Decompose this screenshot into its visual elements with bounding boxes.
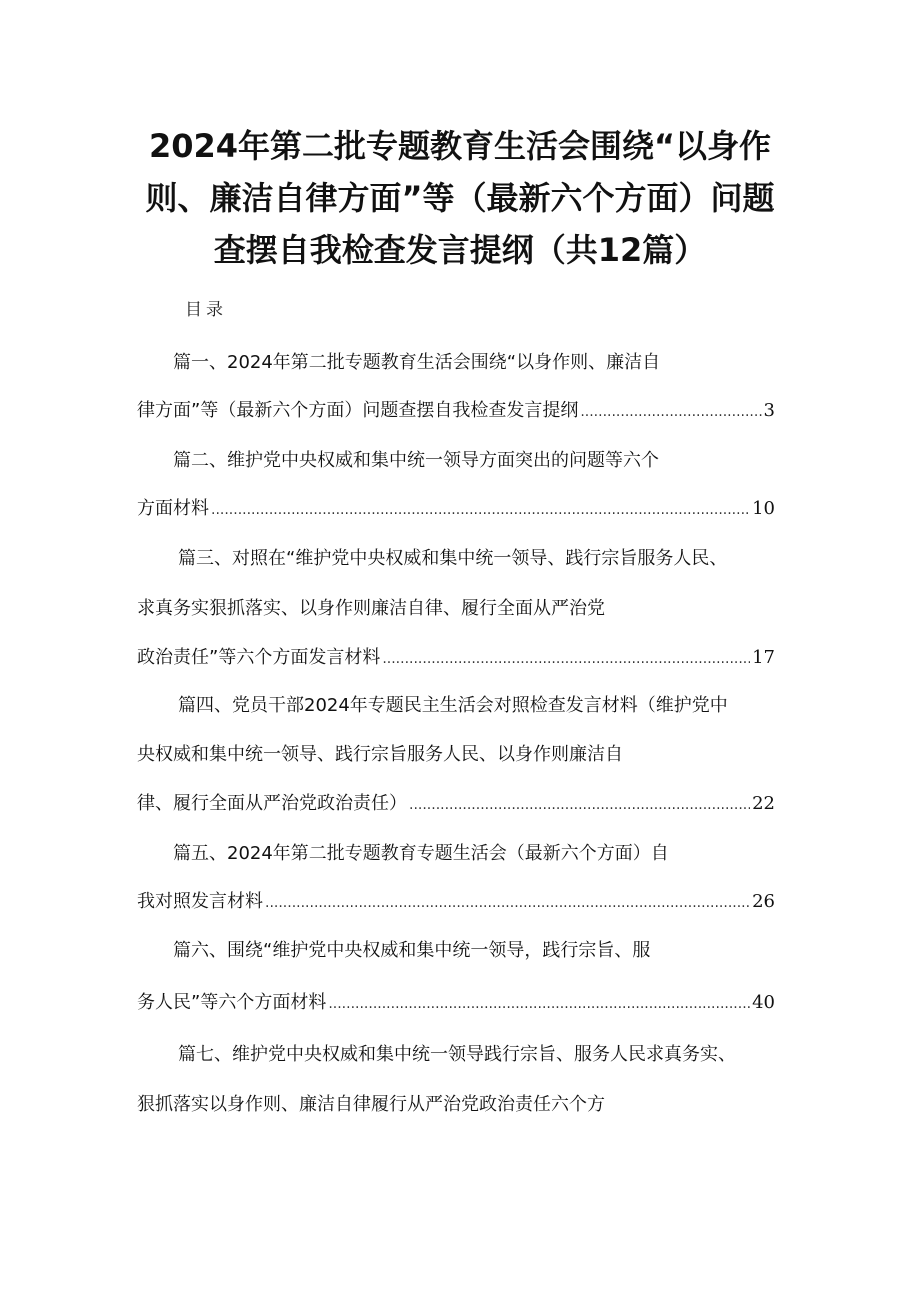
toc-heading: 目录 xyxy=(185,300,227,320)
toc-entry-3-final-line[interactable] xyxy=(137,643,775,674)
toc-entry-3-page-number: 17 xyxy=(752,647,775,668)
toc-entry-6-line-1[interactable]: 篇六、围绕“维护党中央权威和集中统一领导，践行宗旨、服 xyxy=(173,940,651,961)
toc-dot-leader xyxy=(265,888,750,918)
toc-entry-5-line-1[interactable]: 篇五、2024年第二批专题教育专题生活会（最新六个方面）自 xyxy=(173,843,669,864)
toc-dot-leader xyxy=(409,790,750,820)
toc-entry-4-line-2[interactable]: 央权威和集中统一领导、践行宗旨服务人民、以身作则廉洁自 xyxy=(137,744,623,765)
toc-dot-leader xyxy=(328,989,750,1019)
toc-entry-1-text: 律方面”等（最新六个方面）问题查摆自我检查发言提纲 xyxy=(137,400,579,421)
toc-entry-3-line-1[interactable]: 篇三、对照在“维护党中央权威和集中统一领导、践行宗旨服务人民、 xyxy=(178,548,728,569)
toc-entry-3-line-2[interactable]: 求真务实狠抓落实、以身作则廉洁自律、履行全面从严治党 xyxy=(137,598,605,619)
toc-entry-6-text: 务人民”等六个方面材料 xyxy=(137,992,327,1013)
toc-entry-6-page-number: 40 xyxy=(752,992,775,1013)
toc-entry-2-text: 方面材料 xyxy=(137,498,209,519)
toc-entry-3-text: 政治责任”等六个方面发言材料 xyxy=(137,647,381,668)
toc-entry-5-text: 我对照发言材料 xyxy=(137,891,263,912)
toc-entry-2-page-number: 10 xyxy=(752,498,775,519)
toc-entry-4-line-1[interactable]: 篇四、党员干部2024年专题民主生活会对照检查发言材料（维护党中 xyxy=(178,695,728,716)
toc-entry-7-line-2[interactable]: 狠抓落实以身作则、廉洁自律履行从严治党政治责任六个方 xyxy=(137,1094,605,1115)
toc-entry-1-line-1[interactable]: 篇一、2024年第二批专题教育生活会围绕“以身作则、廉洁自 xyxy=(173,352,661,373)
document-title: 2024年第二批专题教育生活会围绕“以身作则、廉洁自律方面”等（最新六个方面）问题查摆自我检查发言提纲（共12篇） xyxy=(145,127,775,269)
toc-dot-leader xyxy=(580,397,761,427)
toc-entry-5-page-number: 26 xyxy=(752,891,775,912)
toc-entry-2-line-1[interactable]: 篇二、维护党中央权威和集中统一领导方面突出的问题等六个 xyxy=(173,450,659,471)
toc-entry-4-final-line[interactable] xyxy=(137,789,775,820)
toc-entry-6-final-line[interactable] xyxy=(137,988,775,1019)
toc-entry-7-line-1[interactable]: 篇七、维护党中央权威和集中统一领导践行宗旨、服务人民求真务实、 xyxy=(178,1044,736,1065)
toc-dot-leader xyxy=(382,644,750,674)
toc-entry-1-final-line[interactable] xyxy=(137,396,775,427)
toc-entry-4-page-number: 22 xyxy=(752,793,775,814)
toc-entry-2-final-line[interactable] xyxy=(137,494,775,525)
toc-entry-1-page-number: 3 xyxy=(763,400,775,421)
toc-entry-5-final-line[interactable] xyxy=(137,887,775,918)
toc-dot-leader xyxy=(211,495,750,525)
toc-entry-4-text: 律、履行全面从严治党政治责任） xyxy=(137,793,407,814)
